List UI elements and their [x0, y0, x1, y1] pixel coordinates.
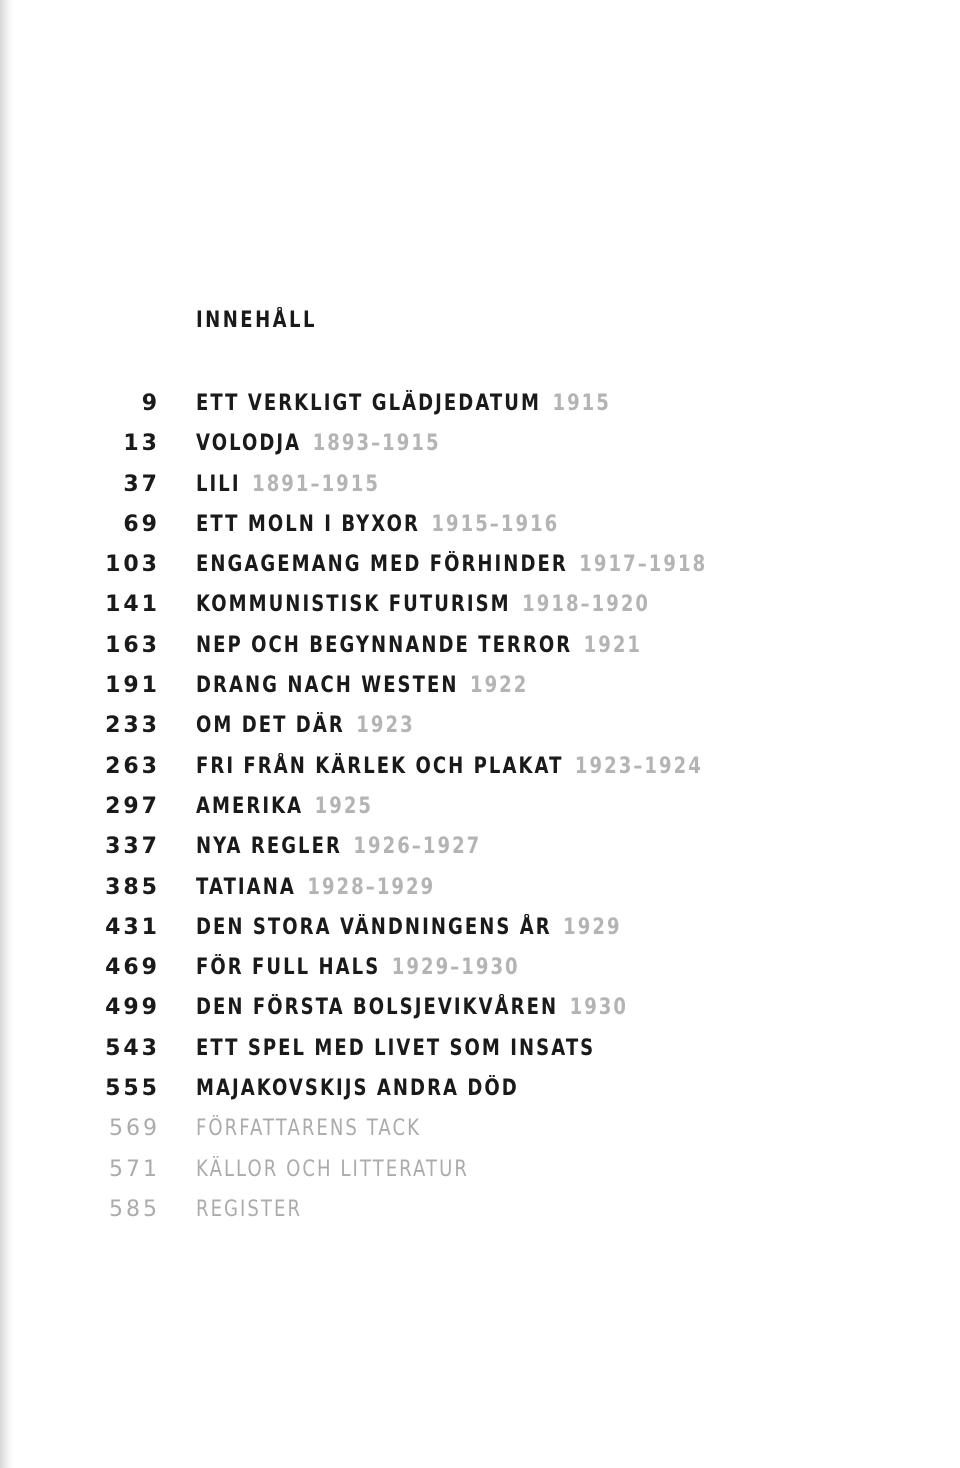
toc-list: [0, 384, 960, 1230]
toc-page-number: 37: [123, 471, 160, 497]
toc-entry-text: [196, 988, 628, 1028]
toc-chapter-title: KOMMUNISTISK FUTURISM: [196, 592, 511, 618]
toc-entry-text: [196, 626, 642, 666]
toc-chapter-title: TATIANA: [196, 874, 296, 900]
toc-entry: [0, 988, 960, 1028]
toc-page-number: 13: [123, 431, 160, 457]
toc-chapter-years: 1915–1916: [431, 511, 560, 537]
toc-chapter-years: 1929: [563, 914, 622, 940]
toc-chapter-years: 1915: [552, 391, 611, 416]
toc-entry: [0, 505, 960, 545]
toc-chapter-title: DEN STORA VÄNDNINGENS ÅR: [196, 914, 552, 940]
toc-chapter-title: REGISTER: [196, 1196, 303, 1222]
toc-entry: [0, 827, 960, 867]
toc-chapter-title: OM DET DÄR: [196, 713, 345, 739]
toc-entry: [0, 666, 960, 706]
toc-chapter-title: ETT MOLN I BYXOR: [196, 511, 420, 537]
toc-chapter-years: 1922: [469, 673, 529, 699]
toc-chapter-years: 1930: [569, 995, 629, 1021]
toc-entry-text: [196, 465, 380, 505]
toc-heading: INNEHÅLL: [196, 308, 317, 333]
toc-page-number: 297: [105, 793, 160, 819]
toc-entry: [0, 787, 960, 827]
toc-entry: [0, 585, 960, 625]
toc-entry-text: [196, 1109, 421, 1149]
toc-chapter-title: ENGAGEMANG MED FÖRHINDER: [196, 552, 568, 578]
toc-entry: [0, 908, 960, 948]
toc-entry-text: [196, 424, 441, 464]
toc-page-number: 569: [109, 1116, 160, 1142]
toc-page-number: 69: [123, 511, 160, 537]
toc-entry-text: [196, 747, 703, 787]
toc-entry-text: [196, 1029, 595, 1069]
toc-page-number: 9: [141, 391, 160, 416]
toc-page-number: 141: [105, 592, 160, 618]
toc-chapter-title: ETT SPEL MED LIVET SOM INSATS: [196, 1035, 596, 1061]
toc-entry-text: [196, 545, 707, 585]
toc-page-number: 103: [105, 552, 160, 578]
toc-entry-text: [196, 1150, 469, 1190]
toc-entry: [0, 747, 960, 787]
toc-entry: [0, 706, 960, 746]
toc-page-number: 555: [105, 1076, 160, 1102]
toc-entry: [0, 1150, 960, 1190]
toc-page-number: 163: [105, 632, 160, 658]
toc-chapter-years: 1917–1918: [579, 552, 708, 578]
toc-page-number: 499: [105, 995, 160, 1021]
toc-page-number: 431: [105, 914, 160, 940]
toc-chapter-years: 1918–1920: [522, 592, 651, 618]
toc-page-number: 233: [105, 713, 160, 739]
toc-entry-text: [196, 706, 415, 746]
toc-chapter-title: FRI FRÅN KÄRLEK OCH PLAKAT: [196, 753, 564, 779]
toc-chapter-title: ETT VERKLIGT GLÄDJEDATUM: [196, 391, 541, 416]
toc-chapter-years: 1923–1924: [574, 753, 703, 779]
toc-entry-text: [196, 1190, 302, 1230]
toc-chapter-title: DEN FÖRSTA BOLSJEVIKVÅREN: [196, 995, 559, 1021]
toc-page-number: 571: [109, 1156, 160, 1182]
toc-page-number: 469: [105, 955, 160, 981]
toc-chapter-title: FÖRFATTARENS TACK: [196, 1116, 421, 1142]
toc-chapter-years: 1923: [356, 713, 415, 739]
toc-chapter-title: LILI: [196, 471, 241, 497]
toc-entry-text: [196, 868, 435, 908]
toc-entry: [0, 384, 960, 424]
toc-chapter-title: KÄLLOR OCH LITTERATUR: [196, 1156, 469, 1182]
toc-entry-text: [196, 948, 520, 988]
toc-entry: [0, 424, 960, 464]
toc-entry: [0, 1069, 960, 1109]
toc-chapter-years: 1925: [314, 793, 374, 819]
toc-entry-text: [196, 505, 559, 545]
toc-page-number: 585: [109, 1196, 160, 1222]
toc-chapter-years: 1921: [583, 632, 643, 658]
toc-chapter-title: NEP OCH BEGYNNANDE TERROR: [196, 632, 573, 658]
toc-page-number: 337: [105, 834, 160, 860]
toc-entry-text: [196, 585, 650, 625]
toc-page-number: 191: [105, 673, 160, 699]
toc-page-number: 385: [105, 874, 160, 900]
toc-entry: [0, 1029, 960, 1069]
toc-entry-text: [196, 384, 611, 424]
toc-chapter-years: 1926–1927: [353, 834, 482, 860]
toc-entry-text: [196, 908, 622, 948]
toc-chapter-years: 1928–1929: [307, 874, 436, 900]
toc-chapter-title: DRANG NACH WESTEN: [196, 673, 459, 699]
toc-entry-text: [196, 1069, 519, 1109]
toc-chapter-title: NYA REGLER: [196, 834, 342, 860]
toc-page-number: 543: [105, 1035, 160, 1061]
toc-entry: [0, 626, 960, 666]
toc-chapter-years: 1929–1930: [391, 955, 520, 981]
toc-chapter-title: MAJAKOVSKIJS ANDRA DÖD: [196, 1076, 519, 1102]
toc-page-number: 263: [105, 753, 160, 779]
toc-chapter-title: AMERIKA: [196, 793, 304, 819]
toc-entry: [0, 545, 960, 585]
toc-entry: [0, 1190, 960, 1230]
toc-chapter-title: FÖR FULL HALS: [196, 955, 381, 981]
toc-entry: [0, 1109, 960, 1149]
toc-entry-text: [196, 666, 528, 706]
toc-entry: [0, 868, 960, 908]
toc-entry: [0, 948, 960, 988]
toc-chapter-years: 1893–1915: [312, 431, 441, 457]
toc-chapter-years: 1891–1915: [252, 471, 381, 497]
toc-chapter-title: VOLODJA: [196, 431, 302, 457]
toc-entry: [0, 465, 960, 505]
toc-entry-text: [196, 827, 481, 867]
toc-entry-text: [196, 787, 373, 827]
